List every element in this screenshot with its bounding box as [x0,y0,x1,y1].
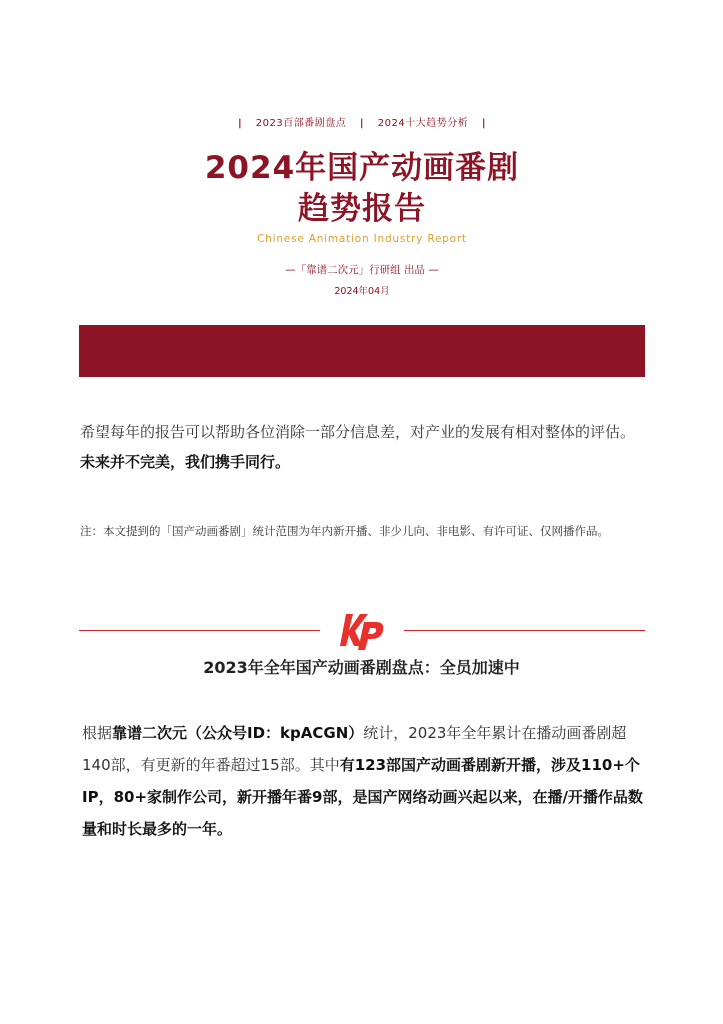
section-text-2: 统计，2023年全年累计在播动画番剧超140部，有更新的年番超过15部。其中 [82,724,627,774]
cover-red-band [79,325,645,377]
tag-trends: 2024十大趋势分析 [377,118,469,129]
kp-logo-icon [340,610,386,652]
section-paragraph [82,717,646,845]
intro-text: 希望每年的报告可以帮助各位消除一部分信息差，对产业的发展有相对整体的评估。 [80,423,636,441]
divider-left [79,630,320,631]
cover-byline: —「靠谱二次元」行研组 出品 — [285,264,439,276]
cover-date: 2024年04月 [334,286,390,297]
divider-right [404,630,645,631]
intro-paragraph [80,417,646,477]
cover-tags [79,114,645,129]
tag-review: 2023百部番剧盘点 [255,118,347,129]
cover-title-line1: 2024年国产动画番剧 [204,150,520,186]
report-cover [79,57,645,377]
section-highlight: 有123部国产动画番剧新开播，涉及110+个IP，80+家制作公司，新开播年番9部，是国产网络动画兴起以来，在播/开播作品数量和时长最多的一年。 [82,756,643,838]
section-source: 靠谱二次元（公众号ID：kpACGN） [112,724,364,742]
tag-separator: | [359,118,365,129]
section-title: 2023年全年国产动画番剧盘点：全员加速中 [203,658,520,677]
cover-english-subtitle: Chinese Animation Industry Report [257,233,467,245]
scope-note: 注：本文提到的「国产动画番剧」统计范围为年内新开播、非少儿向、非电影、有许可证、仅网播作品。 [80,524,609,538]
tag-separator: | [237,118,243,129]
intro-emphasis: 未来并不完美，我们携手同行。 [80,453,291,471]
tag-separator: | [481,118,487,129]
cover-title-line2: 趋势报告 [298,191,426,227]
section-text-1: 根据 [82,724,113,742]
